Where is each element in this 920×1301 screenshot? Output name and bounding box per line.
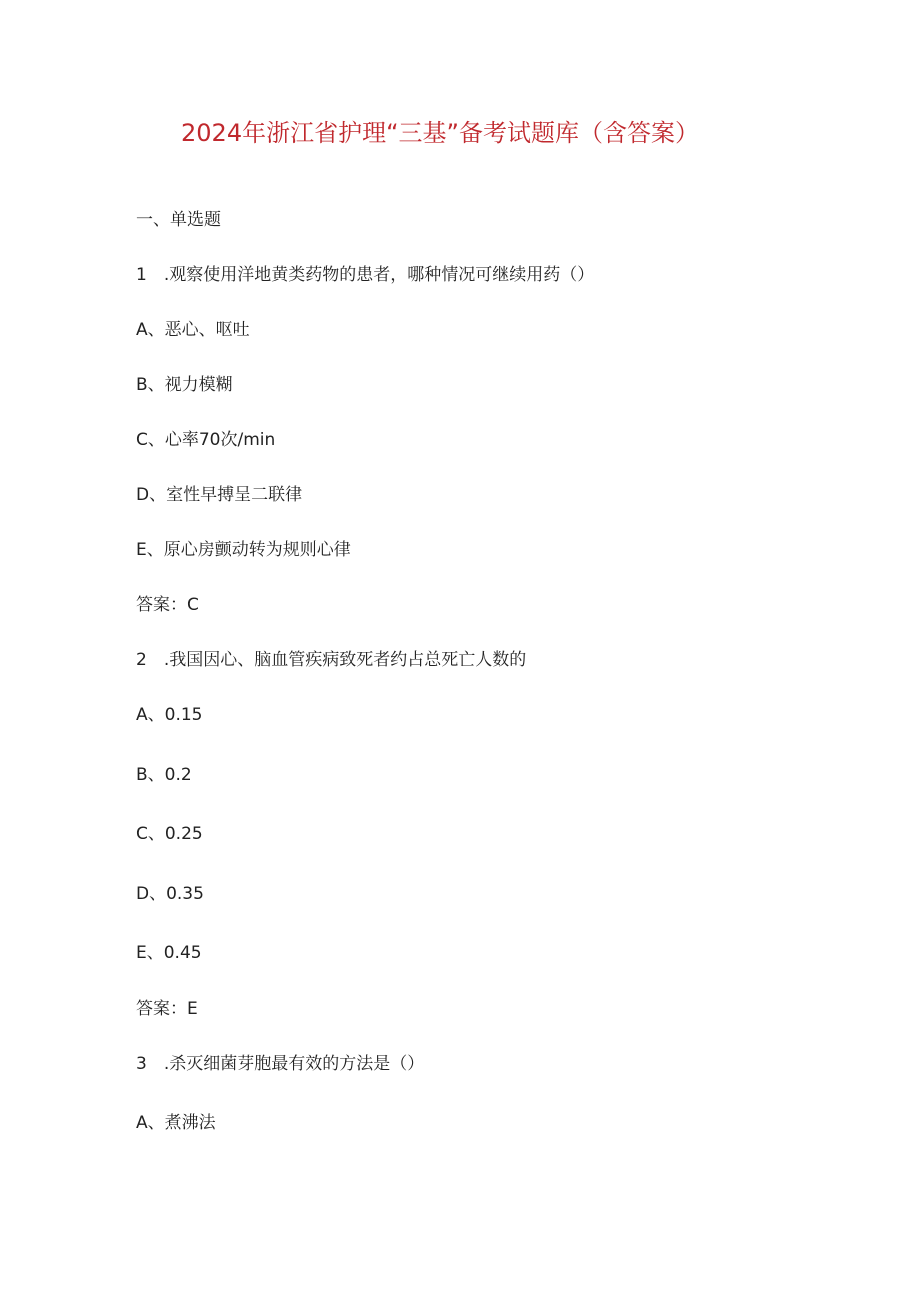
question-2-answer: 答案：E — [136, 999, 198, 1019]
question-1-option-e: E、原心房颤动转为规则心律 — [136, 540, 351, 560]
question-1-option-b: B、视力模糊 — [136, 375, 233, 395]
question-3-stem: 3 .杀灭细菌芽胞最有效的方法是（） — [136, 1054, 425, 1074]
question-1-option-d: D、室性早搏呈二联律 — [136, 485, 303, 505]
question-1-option-c: C、心率70次/min — [136, 430, 276, 450]
question-1-stem: 1 .观察使用洋地黄类药物的患者，哪种情况可继续用药（） — [136, 265, 595, 285]
question-1-answer: 答案：C — [136, 595, 199, 615]
question-2-option-a: A、0.15 — [136, 705, 203, 725]
question-2-option-c: C、0.25 — [136, 824, 203, 844]
document-title: 2024年浙江省护理“三基”备考试题库（含答案） — [181, 119, 699, 147]
question-2-option-d: D、0.35 — [136, 884, 204, 904]
question-2-option-b: B、0.2 — [136, 765, 192, 785]
question-2-option-e: E、0.45 — [136, 943, 202, 963]
question-1-option-a: A、恶心、呕吐 — [136, 320, 250, 340]
question-2-stem: 2 .我国因心、脑血管疾病致死者约占总死亡人数的 — [136, 650, 527, 670]
section-heading: 一、单选题 — [136, 210, 221, 230]
question-3-option-a: A、煮沸法 — [136, 1113, 216, 1133]
